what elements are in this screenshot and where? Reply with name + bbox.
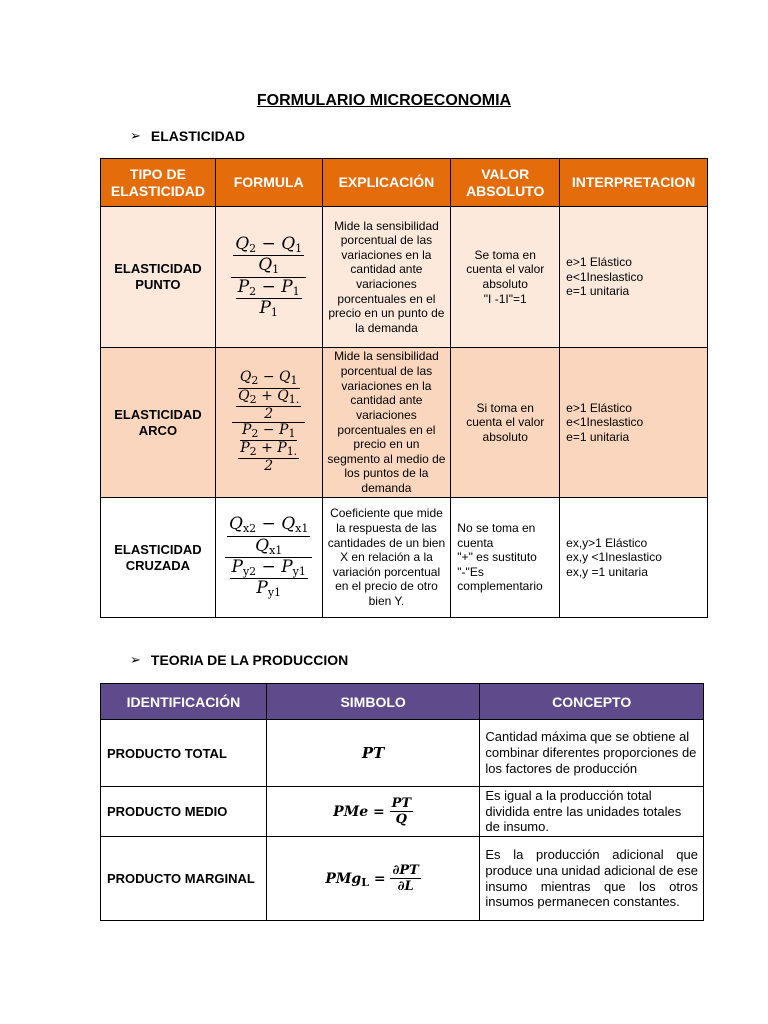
section-label: TEORIA DE LA PRODUCCION [150,652,349,668]
section-heading-produccion [130,652,348,668]
valor-line: absoluto [482,429,528,444]
formula-elasticidad-arco: $\frac{\frac{Q_2 - Q_1}{\frac{Q_2 + Q_{1.}}{2}}}{\frac{P_2 - P_1}{\frac{P_2 + P_{1.}}{2}}}$ [215,348,322,498]
valor-line: "+" es sustituto [457,550,537,565]
explicacion-cell: Mide la sensibilidad porcentual de las variaciones en la cantidad ante variaciones porcentuales en el precio en un segmento al medio de los puntos de la demanda [322,348,451,498]
table-header-row [101,159,708,207]
elasticity-table [100,158,708,618]
tipo-cell: ELASTICIDAD PUNTO [101,207,216,348]
header-tipo: TIPO DE ELASTICIDAD [101,159,216,207]
arrow-bullet-icon: ➢ [130,652,141,667]
interpretacion-cell [560,207,708,348]
table-row [101,498,708,618]
explicacion-cell: Coeficiente que mide la respuesta de las cantidades de un bien X en relación a la variación porcentual en el precio de otro bien Y. [322,498,451,618]
concepto-cell: Es igual a la producción total dividida entre las unidades totales de insumo. [480,787,704,837]
valor-line: cuenta el valor [466,262,545,277]
interp-line: e=1 unitaria [566,284,630,299]
valor-cell [451,348,560,498]
interpretacion-cell [560,348,708,498]
valor-line: "I -1I"=1 [483,291,527,306]
interpretacion-cell [560,498,708,618]
table-header-row [101,684,704,720]
tipo-cell: ELASTICIDAD CRUZADA [101,498,216,618]
symbol-producto-medio: PMe = $\frac{PT}{Q}$ [266,787,480,837]
valor-line: complementario [457,579,543,594]
formula-elasticidad-punto: $\frac{\frac{Q_2 - Q_1}{Q_1}}{\frac{P_2 - P_1}{P_1}}$ [215,207,322,348]
arrow-bullet-icon: ➢ [130,128,141,143]
table-row [101,348,708,498]
header-formula: FORMULA [215,159,322,207]
formula-elasticidad-cruzada: $\frac{\frac{Q_{x2} - Q_{x1}}{Q_{x1}}}{\frac{P_{y2} - P_{y1}}{P_{y1}}}$ [215,498,322,618]
section-heading-elasticidad [130,128,245,144]
interp-line: e<1Ineslastico [566,415,644,430]
valor-line: cuenta [457,535,494,550]
header-simbolo: SIMBOLO [266,684,480,720]
explicacion-cell: Mide la sensibilidad porcentual de las variaciones en la cantidad ante variaciones porcentuales en el precio en un punto de la demanda [322,207,451,348]
table-row [101,207,708,348]
valor-line: Se toma en [474,247,536,262]
ident-cell: PRODUCTO MARGINAL [101,837,267,921]
section-label: ELASTICIDAD [150,128,246,144]
valor-line: absoluto [482,277,528,291]
interp-line: ex,y <1Ineslastico [566,550,662,565]
page-title: FORMULARIO MICROECONOMIA [256,92,512,109]
tipo-cell: ELASTICIDAD ARCO [101,348,216,498]
valor-line: Si toma en [476,400,534,415]
interp-line: e=1 unitaria [566,429,630,444]
interp-line: e>1 Elástico [566,255,632,270]
header-explicacion: EXPLICACIÓN [322,159,451,207]
table-row [101,837,704,921]
ident-cell: PRODUCTO TOTAL [101,720,267,787]
interp-line: e<1Ineslastico [566,269,644,284]
table-row [101,787,704,837]
production-table [100,683,704,921]
header-concepto: CONCEPTO [480,684,704,720]
interp-line: ex,y>1 Elástico [566,535,648,550]
interp-line: ex,y =1 unitaria [566,564,648,579]
ident-cell: PRODUCTO MEDIO [101,787,267,837]
valor-line: cuenta el valor [466,415,545,430]
header-valor-absoluto: VALOR ABSOLUTO [451,159,560,207]
table-row [101,720,704,787]
valor-line: No se toma en [457,520,536,535]
symbol-producto-total: PT [266,720,480,787]
concepto-cell: Es la producción adicional que produce una unidad adicional de ese insumo mientras que los otros insumos permanecen constantes. [480,837,704,921]
concepto-cell: Cantidad máxima que se obtiene al combinar diferentes proporciones de los factores de producción [480,720,704,787]
valor-cell [451,498,560,618]
header-identificacion: IDENTIFICACIÓN [101,684,267,720]
interp-line: e>1 Elástico [566,400,632,415]
header-interpretacion: INTERPRETACION [560,159,708,207]
valor-cell [451,207,560,348]
valor-line: "-"Es [457,564,484,579]
symbol-producto-marginal: PMg$_L$ = $\frac{\partial PT}{\partial L}$ [266,837,480,921]
